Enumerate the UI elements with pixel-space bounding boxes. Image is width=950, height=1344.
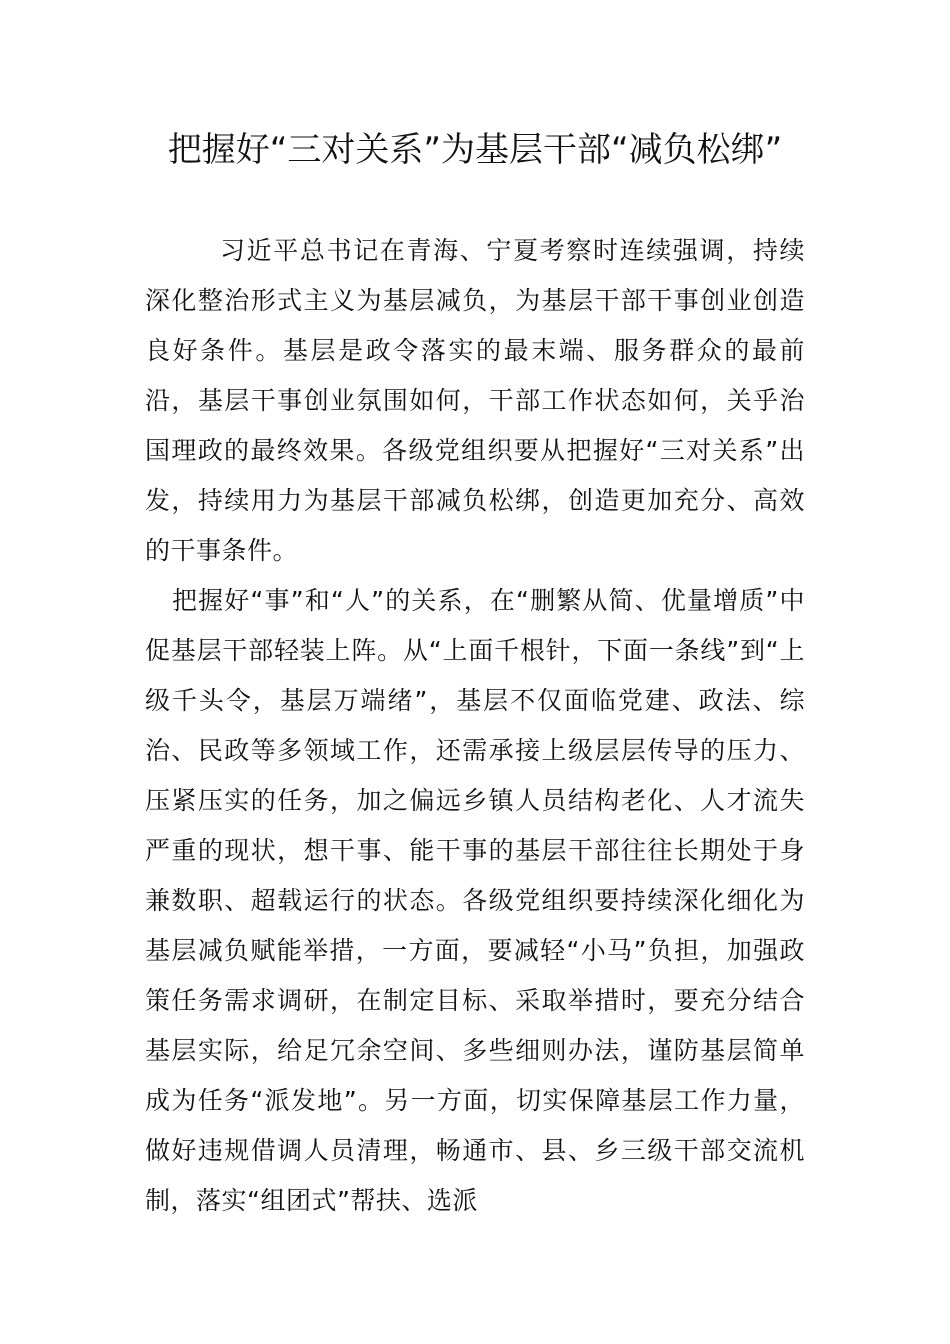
document-title: 把握好“三对关系”为基层干部“减负松绑” [167,130,783,170]
paragraph-section-1: 把握好“事”和“人”的关系，在“删繁从简、优量增质”中促基层干部轻装上阵。从“上面千根针，下面一条线”到“上级千头令，基层万端绪”，基层不仅面临党建、政法、综治、民政等多领域工作，还需承接上级层层传导的压力、压紧压实的任务，加之偏远乡镇人员结构老化、人才流失严重的现状，想干事、能干事的基层干部往往长期处于身兼数职、超载运行的状态。各级党组织要持续深化细化为基层减负赋能举措，一方面，要减轻“小马”负担，加强政策任务需求调研，在制定目标、采取举措时，要充分结合基层实际，给足冗余空间、多些细则办法，谨防基层简单成为任务“派发地”。另一方面，切实保障基层工作力量，做好违规借调人员清理，畅通市、县、乡三级干部交流机制，落实“组团式”帮扶、选派 [145,586,805,1215]
paragraph-intro: 习近平总书记在青海、宁夏考察时连续强调，持续深化整治形式主义为基层减负，为基层干部干事创业创造良好条件。基层是政令落实的最末端、服务群众的最前沿，基层干事创业氛围如何，干部工作状态如何，关乎治国理政的最终效果。各级党组织要从把握好“三对关系”出发，持续用力为基层干部减负松绑，创造更加充分、高效的干事条件。 [145,236,805,565]
document-body [145,226,805,1226]
